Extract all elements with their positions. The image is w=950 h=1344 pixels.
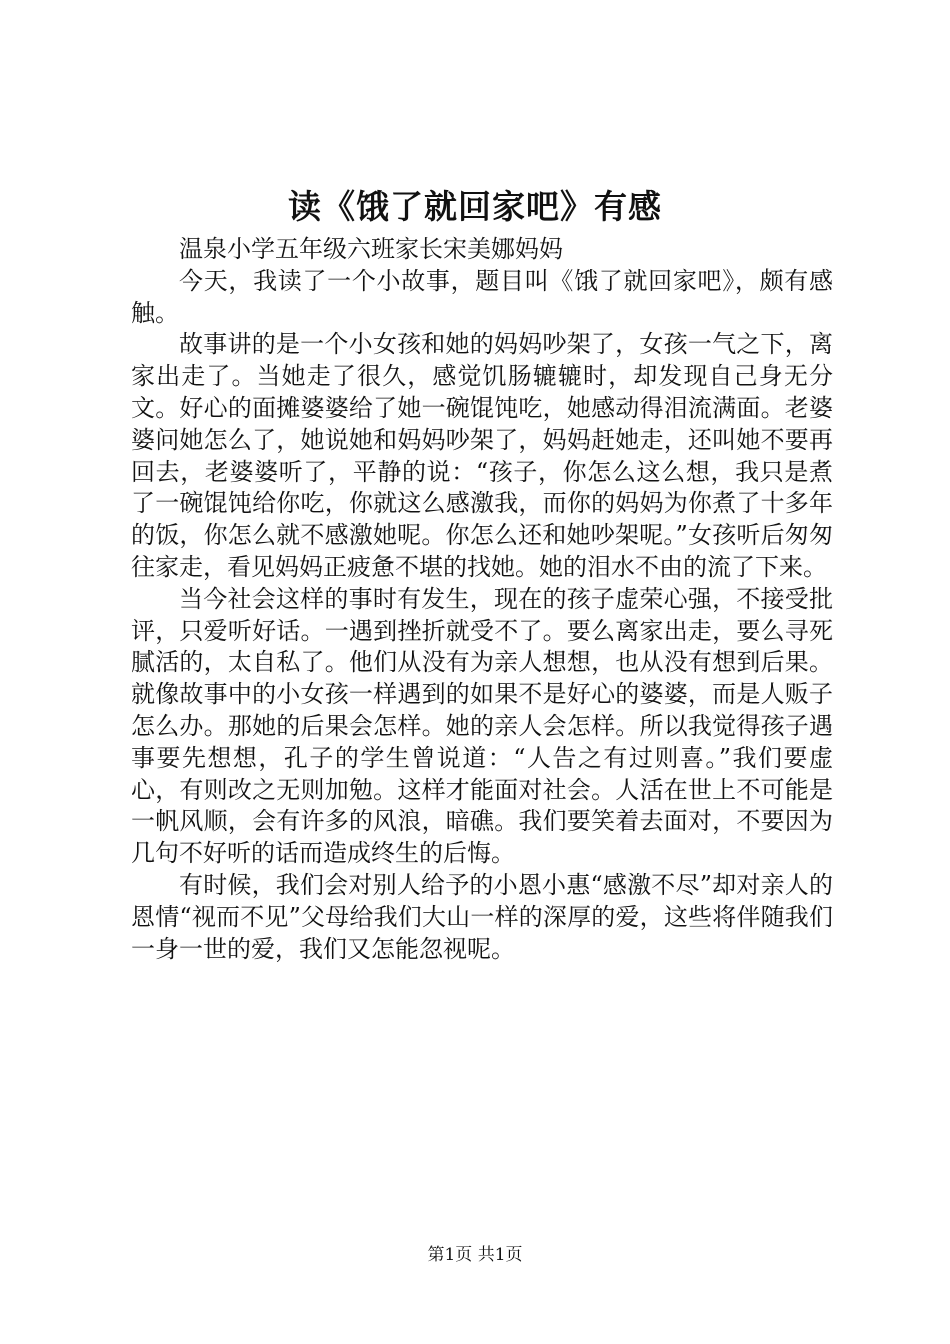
paragraph-3: 当今社会这样的事时有发生，现在的孩子虚荣心强，不接受批评，只爱听好话。一遇到挫折就受不了。要么离家出走，要么寻死腻活的，太自私了。他们从没有为亲人想想，也从没有想到后果。就像故事中的小女孩一样遇到的如果不是好心的婆婆，而是人贩子怎么办。那她的后果会怎样。她的亲人会怎样。所以我觉得孩子遇事要先想想，孔子的学生曾说道：“人告之有过则喜。”我们要虚心，有则改之无则加勉。这样才能面对社会。人活在世上不可能是一帆风顺，会有许多的风浪，暗礁。我们要笑着去面对，不要因为几句不好听的话而造成终生的后悔。 <box>131 584 833 868</box>
page-title: 读《饿了就回家吧》有感 <box>288 187 662 226</box>
paragraph-4: 有时候，我们会对别人给予的小恩小惠“感激不尽”却对亲人的恩情“视而不见”父母给我们大山一样的深厚的爱，这些将伴随我们一身一世的爱，我们又怎能忽视呢。 <box>131 870 833 963</box>
document-body <box>131 234 833 965</box>
paragraph-2: 故事讲的是一个小女孩和她的妈妈吵架了，女孩一气之下，离家出走了。当她走了很久，感觉饥肠辘辘时，却发现自己身无分文。好心的面摊婆婆给了她一碗馄饨吃，她感动得泪流满面。老婆婆问她怎么了，她说她和妈妈吵架了，妈妈赶她走，还叫她不要再回去，老婆婆听了，平静的说：“孩子，你怎么这么想，我只是煮了一碗馄饨给你吃，你就这么感激我，而你的妈妈为你煮了十多年的饭，你怎么就不感激她呢。你怎么还和她吵架呢。”女孩听后匆匆往家走，看见妈妈正疲惫不堪的找她。她的泪水不由的流了下来。 <box>131 330 833 581</box>
author-line: 温泉小学五年级六班家长宋美娜妈妈 <box>179 235 563 263</box>
page-footer: 第1页 共1页 <box>427 1245 523 1265</box>
paragraph-1: 今天，我读了一个小故事，题目叫《饿了就回家吧》，颇有感触。 <box>131 266 833 327</box>
